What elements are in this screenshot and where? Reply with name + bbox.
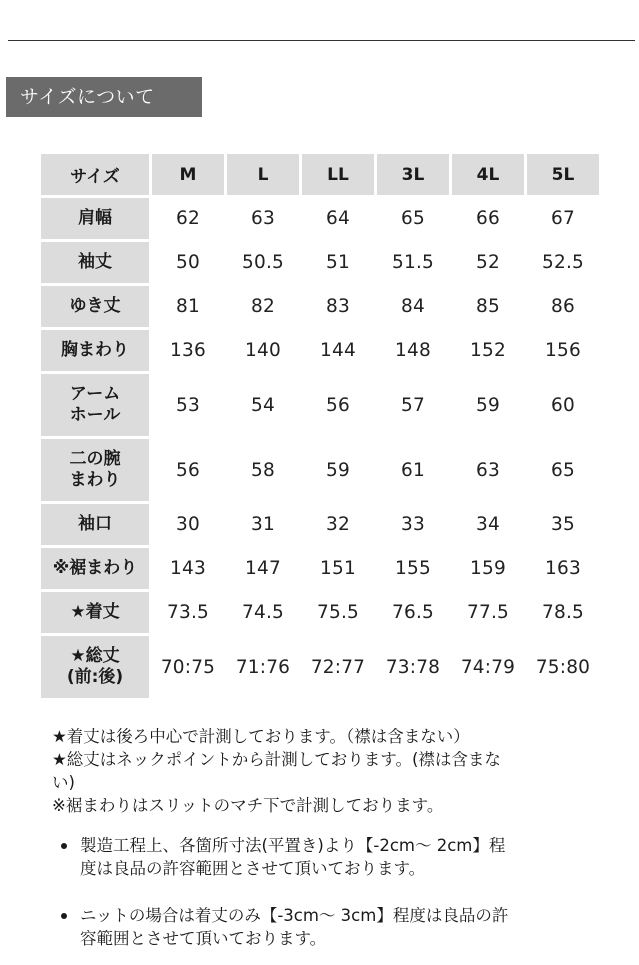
- list-item-text: ニットの場合は着丈のみ【-3cm～ 3cm】程度は良品の許: [80, 906, 509, 925]
- table-cell: 51.5: [392, 252, 434, 273]
- table-cell: 30: [176, 514, 200, 535]
- list-item-text: 容範囲とさせて頂いております。: [80, 929, 327, 948]
- table-cell: 143: [170, 558, 206, 579]
- table-cell: 81: [176, 296, 200, 317]
- note-body-length: ★着丈は後ろ中心で計測しております。（襟は含まない）: [52, 727, 470, 746]
- row-label-upper-arm: [41, 439, 149, 501]
- table-cell: 152: [470, 340, 506, 361]
- row-label-yuki: ゆき丈: [41, 286, 149, 327]
- table-cell: 56: [326, 394, 350, 416]
- table-cell: 70:75: [160, 656, 216, 678]
- table-cell: 163: [545, 558, 581, 579]
- table-cell: 82: [251, 296, 275, 317]
- table-cell: 59: [476, 394, 500, 416]
- table-row: [41, 198, 599, 239]
- table-cell: 147: [245, 558, 281, 579]
- table-cell: 51: [326, 252, 350, 273]
- table-cell: 73:78: [385, 656, 441, 678]
- section-title: サイズについて: [20, 86, 155, 108]
- table-cell: 57: [401, 394, 425, 416]
- table-cell: 74.5: [242, 602, 284, 623]
- list-item-text: 度は良品の許容範囲とさせて頂いております。: [80, 859, 426, 878]
- table-cell: 53: [176, 394, 200, 416]
- table-cell: 35: [551, 514, 575, 535]
- table-cell: 159: [470, 558, 506, 579]
- table-row: [41, 548, 599, 589]
- table-cell: 72:77: [310, 656, 366, 678]
- row-label-line: ★総丈: [70, 646, 120, 666]
- table-cell: 67: [551, 208, 575, 229]
- table-cell: 31: [251, 514, 275, 535]
- row-label-line: 二の腕: [69, 449, 121, 469]
- table-cell: 32: [326, 514, 350, 535]
- table-cell: 148: [395, 340, 431, 361]
- table-cell: 50.5: [242, 252, 284, 273]
- table-cell: 65: [401, 208, 425, 229]
- table-cell: 59: [326, 459, 350, 481]
- table-row: [41, 439, 599, 501]
- row-label-shoulder: 肩幅: [41, 198, 149, 239]
- list-item: [58, 904, 588, 950]
- header-size-ll: LL: [302, 154, 374, 195]
- table-row: [41, 504, 599, 545]
- row-label-line: (前:後): [66, 667, 124, 687]
- header-size-5l: 5L: [527, 154, 599, 195]
- row-label-armhole: [41, 374, 149, 436]
- table-cell: 144: [320, 340, 356, 361]
- table-cell: 56: [176, 459, 200, 481]
- table-row: [41, 330, 599, 371]
- measurement-notes: [52, 725, 592, 817]
- table-cell: 136: [170, 340, 206, 361]
- list-item-text: 製造工程上、各箇所寸法(平置き)より【-2cm～ 2cm】程: [80, 836, 506, 855]
- table-cell: 62: [176, 208, 200, 229]
- table-cell: 156: [545, 340, 581, 361]
- table-cell: 71:76: [235, 656, 291, 678]
- table-cell: 50: [176, 252, 200, 273]
- list-item: [58, 834, 588, 880]
- table-cell: 64: [326, 208, 350, 229]
- table-row: [41, 286, 599, 327]
- table-cell: 83: [326, 296, 350, 317]
- table-cell: 140: [245, 340, 281, 361]
- bullet-icon: [61, 843, 67, 849]
- table-cell: 60: [551, 394, 575, 416]
- table-row: [41, 592, 599, 633]
- top-divider: [8, 40, 635, 41]
- table-cell: 63: [251, 208, 275, 229]
- header-size-m: M: [152, 154, 224, 195]
- note-hem: ※裾まわりはスリットのマチ下で計測しております。: [52, 796, 444, 815]
- bullet-icon: [61, 913, 67, 919]
- header-size-l: L: [227, 154, 299, 195]
- table-cell: 75:80: [535, 656, 591, 678]
- section-heading: [6, 77, 202, 117]
- table-cell: 73.5: [167, 602, 209, 623]
- row-label-total-length: [41, 636, 149, 698]
- table-cell: 52: [476, 252, 500, 273]
- row-label-body-length: ★着丈: [41, 592, 149, 633]
- table-cell: 65: [551, 459, 575, 481]
- header-size-3l: 3L: [377, 154, 449, 195]
- table-cell: 33: [401, 514, 425, 535]
- table-cell: 66: [476, 208, 500, 229]
- header-corner-cell: サイズ: [41, 154, 149, 195]
- note-total-length-cont: い): [52, 773, 75, 792]
- row-label-line: ホール: [69, 405, 121, 425]
- table-cell: 58: [251, 459, 275, 481]
- size-table: [38, 151, 602, 701]
- table-cell: 76.5: [392, 602, 434, 623]
- row-label-line: アーム: [69, 384, 121, 404]
- row-label-chest: 胸まわり: [41, 330, 149, 371]
- table-header-row: [41, 154, 599, 195]
- table-cell: 77.5: [467, 602, 509, 623]
- table-cell: 54: [251, 394, 275, 416]
- table-cell: 61: [401, 459, 425, 481]
- table-cell: 78.5: [542, 602, 584, 623]
- row-label-cuff: 袖口: [41, 504, 149, 545]
- row-label-line: まわり: [69, 470, 121, 490]
- table-cell: 155: [395, 558, 431, 579]
- table-row: [41, 636, 599, 698]
- table-cell: 63: [476, 459, 500, 481]
- table-cell: 74:79: [460, 656, 516, 678]
- table-cell: 86: [551, 296, 575, 317]
- table-cell: 34: [476, 514, 500, 535]
- table-cell: 151: [320, 558, 356, 579]
- row-label-hem: ※裾まわり: [41, 548, 149, 589]
- table-cell: 85: [476, 296, 500, 317]
- table-row: [41, 242, 599, 283]
- tolerance-list: [58, 834, 588, 950]
- header-size-4l: 4L: [452, 154, 524, 195]
- table-row: [41, 374, 599, 436]
- table-cell: 75.5: [317, 602, 359, 623]
- table-cell: 84: [401, 296, 425, 317]
- row-label-sleeve-length: 袖丈: [41, 242, 149, 283]
- table-cell: 52.5: [542, 252, 584, 273]
- note-total-length: ★総丈はネックポイントから計測しております。(襟は含まな: [52, 750, 501, 769]
